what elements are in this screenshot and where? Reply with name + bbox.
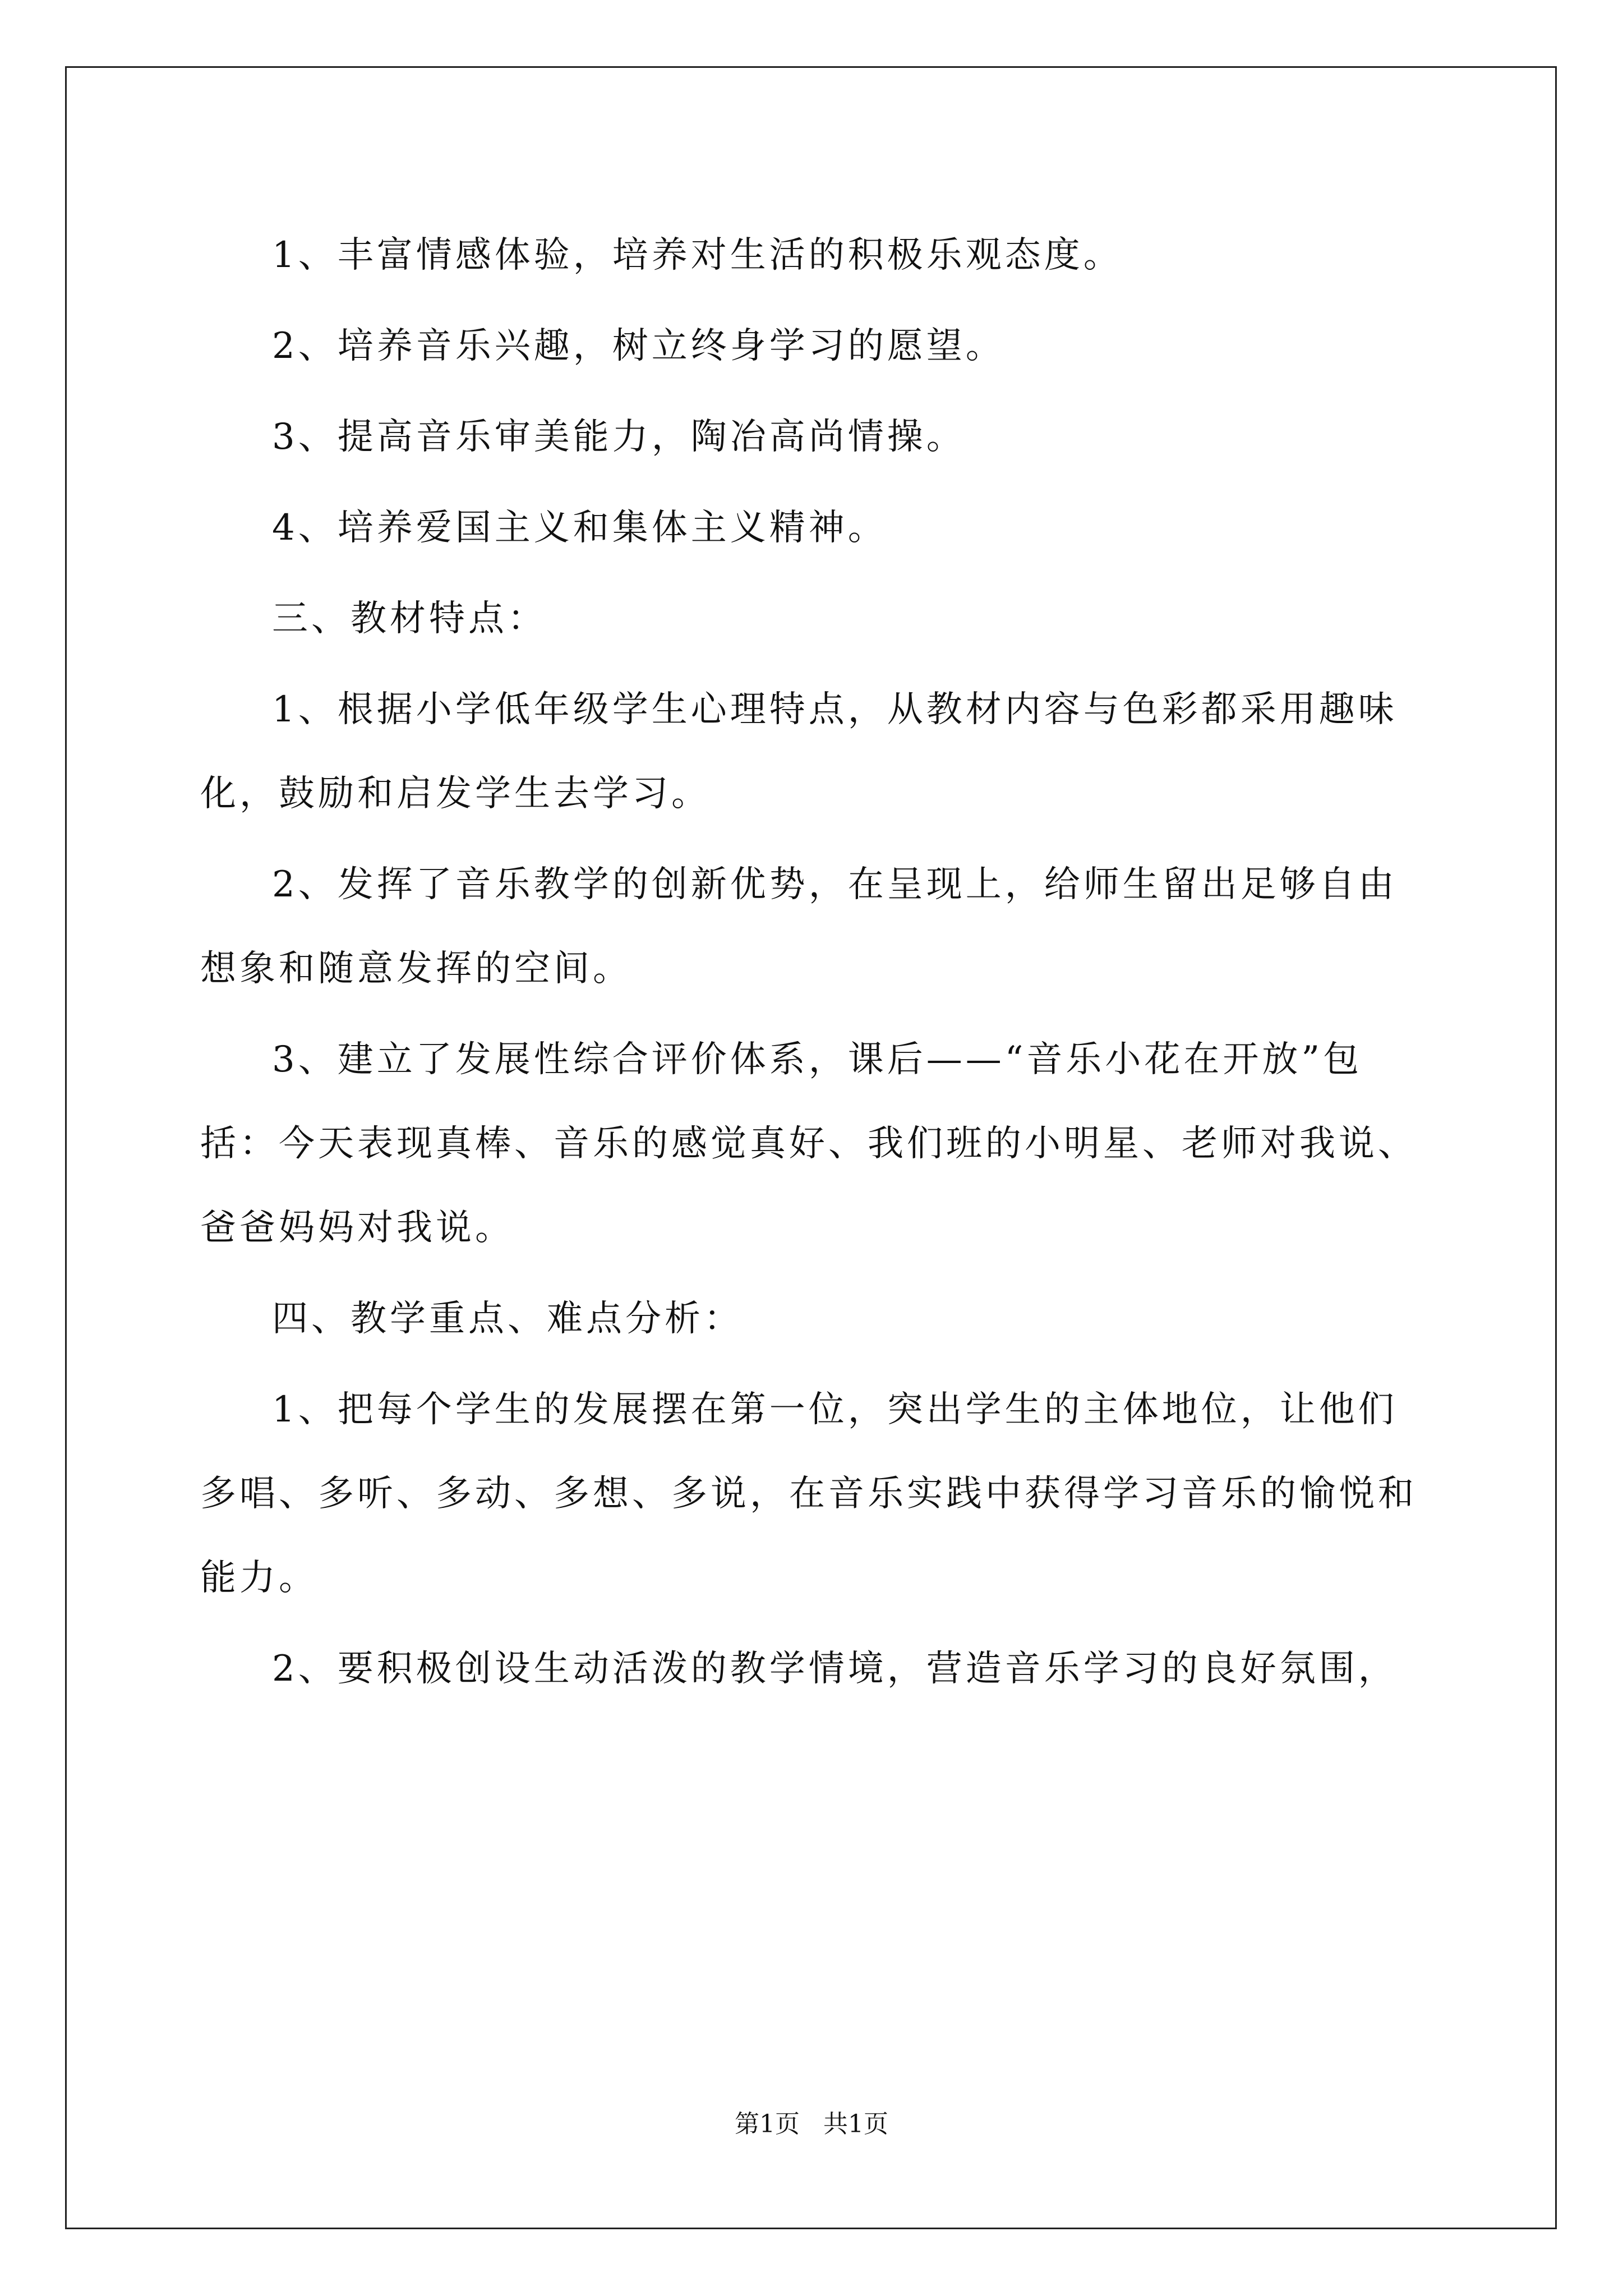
section-heading-4: 四、教学重点、难点分析： <box>272 1298 743 1340</box>
page-footer <box>0 2104 1623 2139</box>
paragraph-1: 1、丰富情感体验，培养对生活的积极乐观态度。 <box>272 234 1123 276</box>
paragraph-3: 3、提高音乐审美能力，陶冶高尚情操。 <box>272 416 966 458</box>
paragraph-10: 1、把每个学生的发展摆在第一位，突出学生的主体地位，让他们多唱、多听、多动、多想、多说，在音乐实践中获得学习音乐的愉悦和能力。 <box>200 1389 1417 1599</box>
document-body <box>200 213 1434 1718</box>
section-heading-3: 三、教材特点： <box>272 598 547 639</box>
paragraph-8: 3、建立了发展性综合评价体系，课后——“音乐小花在开放”包括：今天表现真棒、音乐的感觉真好、我们班的小明星、老师对我说、爸爸妈妈对我说。 <box>200 1039 1417 1249</box>
paragraph-4: 4、培养爱国主义和集体主义精神。 <box>272 507 887 549</box>
paragraph-6: 1、根据小学低年级学生心理特点，从教材内容与色彩都采用趣味化，鼓励和启发学生去学习。 <box>200 689 1398 815</box>
page-number: 第1页 <box>735 2110 800 2138</box>
paragraph-7: 2、发挥了音乐教学的创新优势，在呈现上，给师生留出足够自由想象和随意发挥的空间。 <box>200 864 1398 990</box>
paragraph-2: 2、培养音乐兴趣，树立终身学习的愿望。 <box>272 325 1005 367</box>
paragraph-11: 2、要积极创设生动活泼的教学情境，营造音乐学习的良好氛围， <box>272 1648 1398 1690</box>
page-total: 共1页 <box>823 2110 888 2138</box>
